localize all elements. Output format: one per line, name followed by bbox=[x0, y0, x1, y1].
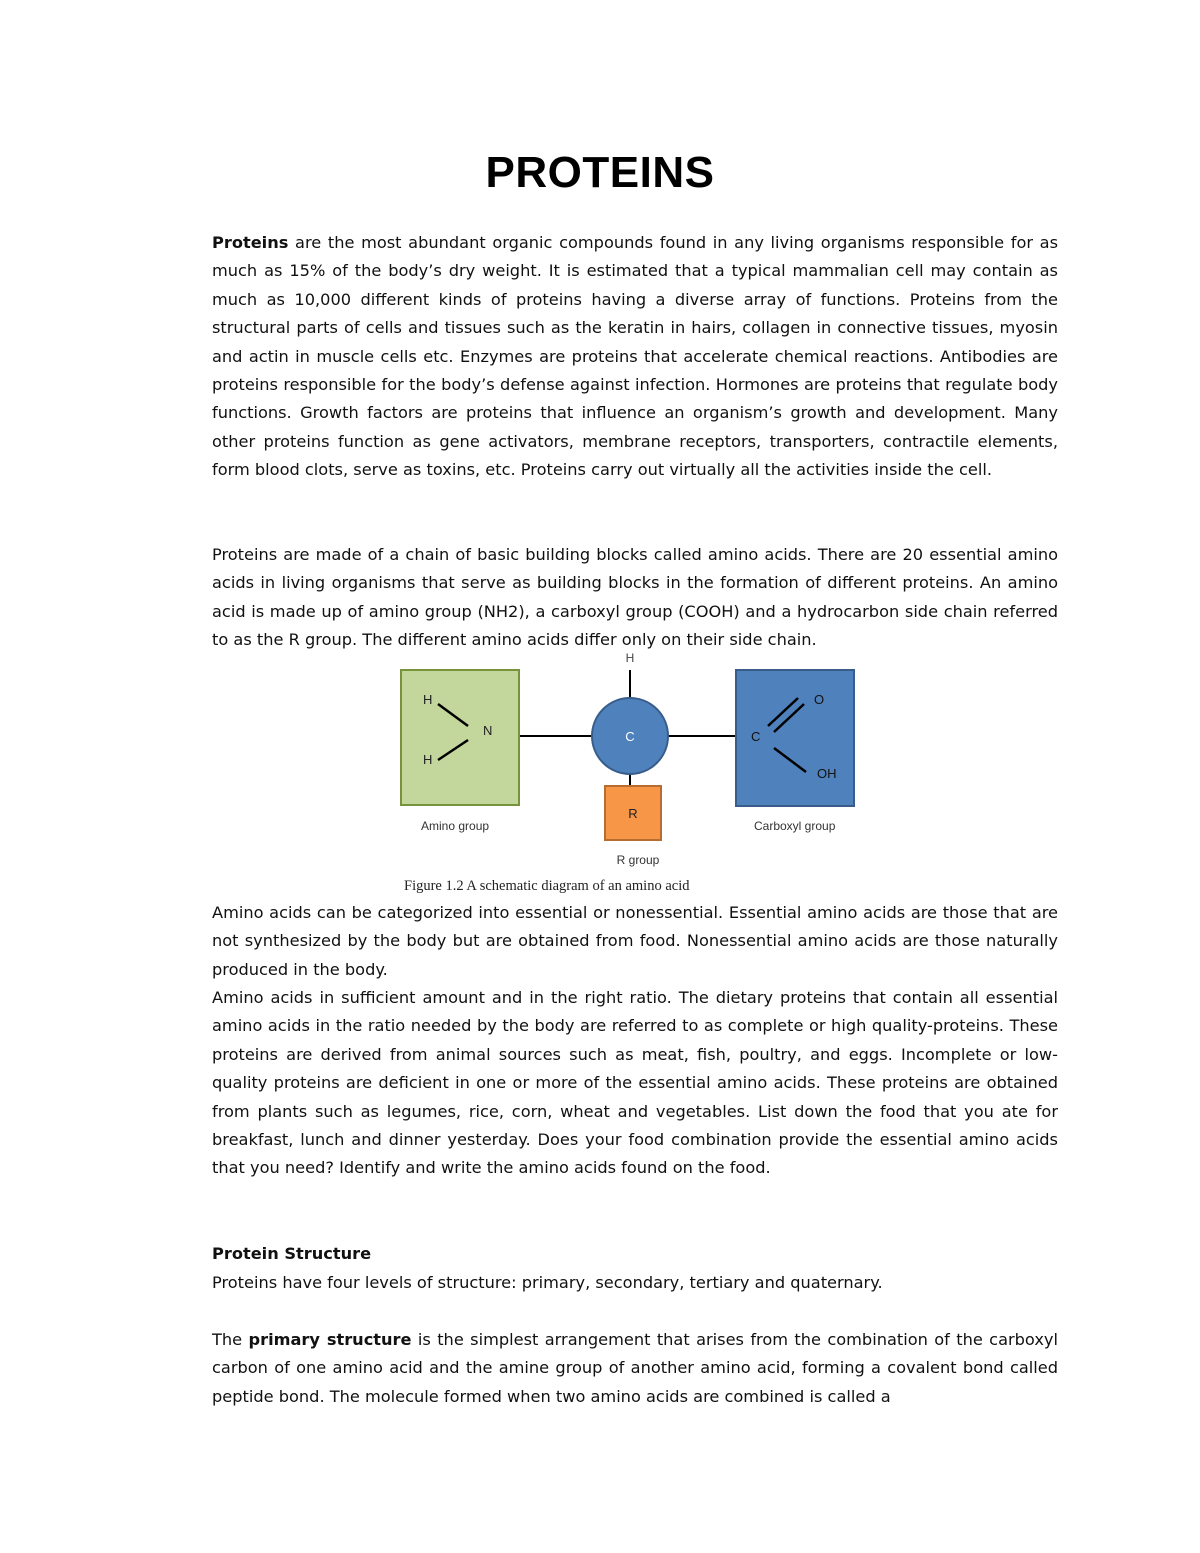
amino-n-label: N bbox=[483, 723, 493, 738]
carboxyl-c-label: C bbox=[751, 729, 761, 744]
intro-paragraph-text: are the most abundant organic compounds found in any living organisms responsible for as much as 15% of the body’s dry weight. It is estimated that a typical mammalian cell may contain as much as 10,000 different kinds of proteins having a diverse array of functions. Proteins from the structural parts of cells and tissues such as the keratin in hairs, collagen in connective tissues, myosin and actin in muscle cells etc. Enzymes are proteins that accelerate chemical reactions. Antibodies are proteins responsible for the body’s defense against infection. Hormones are proteins that regulate body functions. Growth factors are proteins that influence an organism’s growth and development. Many other proteins function as gene activators, membrane receptors, transporters, contractile elements, form blood clots, serve as toxins, etc. Proteins carry out virtually all the activities inside the cell. bbox=[212, 233, 1058, 480]
primary-structure-paragraph bbox=[212, 1326, 1058, 1411]
amino-group-box bbox=[401, 670, 519, 805]
central-carbon-label: C bbox=[625, 729, 635, 744]
amino-h-bottom-label: H bbox=[423, 752, 433, 767]
page-title: PROTEINS bbox=[485, 148, 715, 197]
essential-amino-acids-paragraph: Amino acids can be categorized into essential or nonessential. Essential amino acids are those that are not synthesized by the body but are obtained from food. Nonessential amino acids are those naturally produced in the body. bbox=[212, 903, 1058, 979]
primary-structure-term: primary structure bbox=[248, 1330, 412, 1349]
structure-levels-paragraph: Proteins have four levels of structure: primary, secondary, tertiary and quaternary. bbox=[212, 1273, 883, 1292]
primary-structure-pre: The bbox=[212, 1330, 249, 1349]
primary-structure-text: is the simplest arrangement that arises from the combination of the carboxyl carbon of one amino acid and the amine group of another amino acid, forming a covalent bond called peptide bond. The molecule formed when two amino acids are combined is called a bbox=[212, 1330, 1058, 1406]
amino-h-top-label: H bbox=[423, 692, 433, 707]
carboxyl-group-label: Carboxyl group bbox=[754, 819, 836, 833]
amino-acid-diagram bbox=[380, 648, 880, 898]
central-h-label: H bbox=[625, 651, 635, 665]
figure-caption: Figure 1.2 A schematic diagram of an amino acid bbox=[404, 878, 690, 894]
protein-structure-heading: Protein Structure bbox=[212, 1244, 372, 1263]
amino-group-label: Amino group bbox=[421, 819, 490, 833]
carboxyl-oh-label: OH bbox=[817, 766, 837, 781]
r-group-label: R group bbox=[616, 853, 660, 867]
r-group-letter: R bbox=[628, 806, 638, 821]
intro-paragraph bbox=[212, 229, 1058, 485]
amino-acid-paragraph: Proteins are made of a chain of basic building blocks called amino acids. There are 20 essential amino acids in living organisms that serve as building blocks in the formation of different proteins. An amino acid is made up of amino group (NH2), a carboxyl group (COOH) and a hydrocarbon side chain referred to as the R group. The different amino acids differ only on their side chain. bbox=[212, 545, 1058, 650]
carboxyl-o-label: O bbox=[814, 692, 825, 707]
proteins-bold-term: Proteins bbox=[212, 233, 289, 252]
dietary-proteins-paragraph: Amino acids in sufficient amount and in the right ratio. The dietary proteins that contain all essential amino acids in the ratio needed by the body are referred to as complete or high quality-proteins. These proteins are derived from animal sources such as meat, fish, poultry, and eggs. Incomplete or low-quality proteins are deficient in one or more of the essential amino acids. These proteins are obtained from plants such as legumes, rice, corn, wheat and vegetables. List down the food that you ate for breakfast, lunch and dinner yesterday. Does your food combination provide the essential amino acids that you need? Identify and write the amino acids found on the food. bbox=[212, 988, 1058, 1178]
